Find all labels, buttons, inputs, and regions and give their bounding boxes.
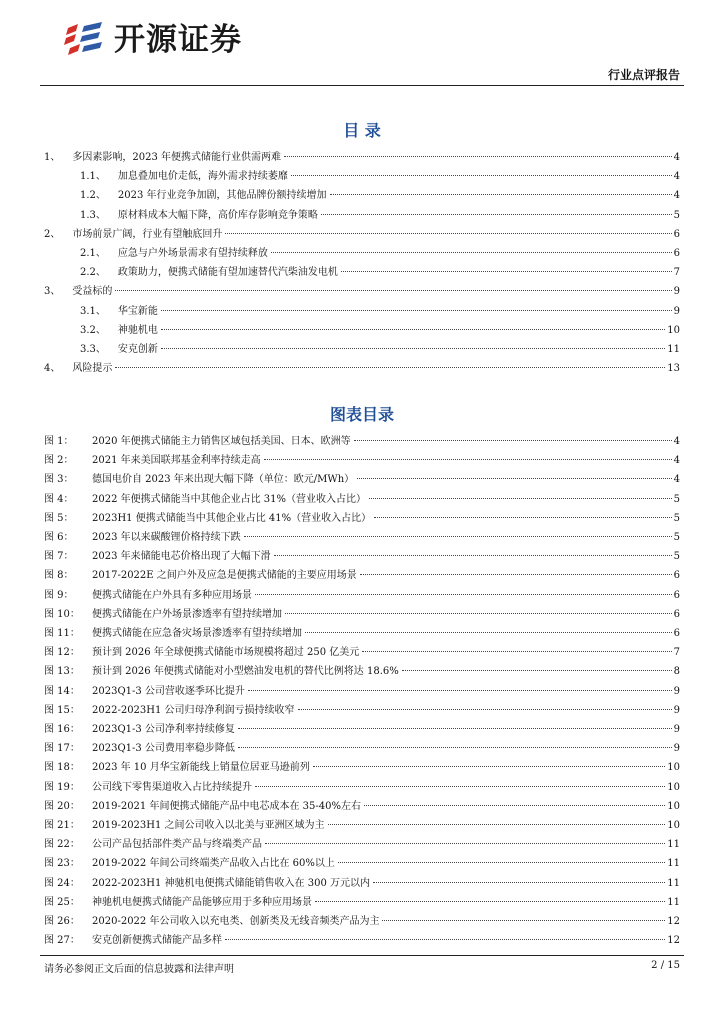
figure-entry-page: 12 xyxy=(667,916,680,927)
dot-leader xyxy=(291,175,672,176)
figure-entry[interactable] xyxy=(44,702,680,719)
figure-entry[interactable] xyxy=(44,644,680,661)
dot-leader xyxy=(244,536,672,537)
figure-entry[interactable] xyxy=(44,491,680,508)
figure-entry-page: 11 xyxy=(667,896,680,908)
figure-entry[interactable] xyxy=(44,817,680,834)
dot-leader xyxy=(225,233,671,234)
figure-entry-number: 图 25： xyxy=(44,896,80,908)
figure-entry[interactable] xyxy=(44,529,680,546)
figure-entry-number: 图 21： xyxy=(44,820,80,831)
toc-entry-number: 4、 xyxy=(44,363,61,375)
header-divider xyxy=(40,85,684,86)
toc-entry-text: 安克创新 xyxy=(117,344,158,355)
figure-entry-page: 12 xyxy=(667,935,680,947)
toc-entry[interactable] xyxy=(44,207,680,224)
page-header xyxy=(0,0,724,90)
figure-entry-page: 6 xyxy=(673,589,680,601)
dot-leader xyxy=(360,574,672,575)
dot-leader xyxy=(338,862,665,863)
toc-entry-number: 3、 xyxy=(44,286,61,298)
toc-entry[interactable] xyxy=(44,187,680,204)
toc-entry-page: 4 xyxy=(673,152,680,163)
figure-entry-page: 5 xyxy=(673,551,680,563)
figure-entry-text: 便携式储能在户外场景渗透率有望持续增加 xyxy=(92,608,282,620)
footer-divider xyxy=(40,955,684,956)
figure-entry-page: 4 xyxy=(673,436,680,447)
figure-entry-number: 图 12： xyxy=(44,647,80,659)
dot-leader xyxy=(115,367,665,368)
figure-entry[interactable] xyxy=(44,798,680,815)
figure-entry-text: 公司产品包括部件类产品与终端类产品 xyxy=(92,839,262,851)
figure-entry-number: 图 22： xyxy=(44,839,80,851)
dot-leader xyxy=(161,310,672,311)
figure-entry-text: 2019-2021 年间便携式储能产品中电芯成本在 35-40%左右 xyxy=(92,800,361,812)
dot-leader xyxy=(354,440,672,441)
figure-entry-text: 预计到 2026 年便携式储能对小型燃油发电机的替代比例将达 18.6% xyxy=(92,666,399,678)
figure-entry-page: 11 xyxy=(667,839,680,851)
dot-leader xyxy=(374,517,672,518)
figure-entry-page: 5 xyxy=(673,512,680,524)
toc-entry-number: 1.2、 xyxy=(80,190,106,202)
figure-entry-text: 神驰机电便携式储能产品能够应用于多种应用场景 xyxy=(92,896,312,908)
dot-leader xyxy=(328,824,666,825)
figure-entry-number: 图 17： xyxy=(44,743,80,755)
figure-entry[interactable] xyxy=(44,740,680,757)
toc-entry-number: 3.1、 xyxy=(80,305,106,317)
figure-entry-number: 图 13： xyxy=(44,666,80,678)
toc-entry[interactable] xyxy=(44,341,680,358)
toc-entry-number: 2.1、 xyxy=(80,248,106,259)
figure-entry-page: 6 xyxy=(673,628,680,639)
dot-leader xyxy=(285,613,672,614)
dot-leader xyxy=(373,882,665,883)
figure-entry[interactable] xyxy=(44,721,680,738)
toc-entry-number: 1.1、 xyxy=(80,171,106,183)
dot-leader xyxy=(255,594,672,595)
figure-entry-text: 2022 年便携式储能当中其他企业占比 31%（营业收入占比） xyxy=(92,493,367,505)
toc-entry-text: 华宝新能 xyxy=(117,305,158,317)
figure-entry-number: 图 26： xyxy=(44,916,80,927)
figure-entry-text: 2019-2023H1 之间公司收入以北美与亚洲区域为主 xyxy=(92,820,325,831)
figure-entry-page: 10 xyxy=(667,800,680,812)
figure-entry-number: 图 5： xyxy=(44,512,74,524)
toc-entry[interactable] xyxy=(44,303,680,320)
toc-entry-text: 风险提示 xyxy=(72,363,113,375)
toc-entry[interactable] xyxy=(44,283,680,300)
dot-leader xyxy=(238,747,672,748)
toc-entry-page: 13 xyxy=(667,363,680,375)
figure-entry-text: 安克创新便携式储能产品多样 xyxy=(92,935,222,947)
figure-entry[interactable] xyxy=(44,587,680,604)
figure-entry-number: 图 20： xyxy=(44,800,80,812)
toc-entry-page: 11 xyxy=(667,344,680,355)
figure-entry-page: 4 xyxy=(673,455,680,467)
figure-entry-text: 2023 年 10 月华宝新能线上销量位居亚马逊前列 xyxy=(92,762,310,774)
figure-entry-text: 2017-2022E 之间户外及应急是便携式储能的主要应用场景 xyxy=(92,570,357,582)
dot-leader xyxy=(248,690,672,691)
figure-entry[interactable] xyxy=(44,471,680,488)
dot-leader xyxy=(161,348,665,349)
figure-entry-number: 图 7： xyxy=(44,551,74,563)
toc-entry-page: 9 xyxy=(673,286,680,298)
figure-entry-number: 图 3： xyxy=(44,474,74,486)
toc-entry-text: 政策助力，便携式储能有望加速替代汽柴油发电机 xyxy=(117,267,338,279)
figure-entry-number: 图 16： xyxy=(44,724,80,735)
toc-entry-text: 应急与户外场景需求有望持续释放 xyxy=(117,248,268,259)
dot-leader xyxy=(255,786,665,787)
figure-entry-page: 10 xyxy=(667,781,680,793)
figure-entry[interactable] xyxy=(44,452,680,469)
toc-entry-page: 6 xyxy=(673,228,680,240)
dot-leader xyxy=(362,651,671,652)
figure-entry-page: 10 xyxy=(667,762,680,774)
figure-entry[interactable] xyxy=(44,932,680,949)
dot-leader xyxy=(115,290,671,291)
figure-entry-number: 图 8： xyxy=(44,570,74,582)
figure-entry[interactable] xyxy=(44,779,680,796)
figure-entry-text: 2022-2023H1 公司归母净利润亏损持续收窄 xyxy=(92,704,295,716)
figure-entry-page: 7 xyxy=(673,647,680,659)
figure-entry-page: 10 xyxy=(667,820,680,831)
figure-entry[interactable] xyxy=(44,894,680,911)
toc-entry[interactable] xyxy=(44,360,680,377)
figure-entry[interactable] xyxy=(44,913,680,930)
dot-leader xyxy=(357,478,671,479)
dot-leader xyxy=(225,939,665,940)
toc-entry-number: 2、 xyxy=(44,228,61,240)
toc-entry-text: 神驰机电 xyxy=(117,324,158,336)
figure-entry-page: 5 xyxy=(673,532,680,543)
figure-entry-number: 图 9： xyxy=(44,589,74,601)
figure-entry-page: 11 xyxy=(667,858,680,870)
dot-leader xyxy=(298,709,672,710)
figure-entry-text: 2021 年来美国联邦基金利率持续走高 xyxy=(92,455,261,467)
dot-leader xyxy=(305,632,672,633)
toc-entry-number: 3.2、 xyxy=(80,324,106,336)
figure-entry[interactable] xyxy=(44,683,680,700)
report-type-label: 行业点评报告 xyxy=(607,68,680,82)
dot-leader xyxy=(315,901,665,902)
figure-entry-number: 图 11： xyxy=(44,628,80,639)
toc-entry-page: 4 xyxy=(673,190,680,202)
figure-entry-number: 图 4： xyxy=(44,493,74,505)
toc-entry-page: 5 xyxy=(673,209,680,221)
figure-entry-number: 图 2： xyxy=(44,455,74,467)
brand-name: 开源证券 xyxy=(114,22,242,58)
dot-leader xyxy=(341,271,672,272)
toc-entry-text: 2023 年行业竞争加剧，其他品牌份额持续增加 xyxy=(117,190,327,202)
dot-leader xyxy=(369,498,672,499)
toc-entry[interactable] xyxy=(44,149,680,166)
figure-entry[interactable] xyxy=(44,663,680,680)
figure-entry-page: 6 xyxy=(673,570,680,582)
toc-entry-text: 加息叠加电价走低，海外需求持续萎靡 xyxy=(117,171,288,183)
figure-entry-text: 预计到 2026 年全球便携式储能市场规模将超过 250 亿美元 xyxy=(92,647,360,659)
toc-entry-number: 1.3、 xyxy=(80,209,106,221)
toc-entry[interactable] xyxy=(44,322,680,339)
figure-entry-text: 便携式储能在户外具有多种应用场景 xyxy=(92,589,252,601)
figure-entry-text: 德国电价自 2023 年来出现大幅下降（单位：欧元/MWh） xyxy=(92,474,355,486)
figure-entry[interactable] xyxy=(44,567,680,584)
figure-entry-page: 9 xyxy=(673,724,680,735)
figure-entry-page: 4 xyxy=(673,474,680,486)
toc-title: 目 录 xyxy=(343,121,381,140)
toc-entry[interactable] xyxy=(44,226,680,243)
dot-leader xyxy=(238,728,672,729)
footer-disclaimer: 请务必参阅正文后面的信息披露和法律声明 xyxy=(44,964,234,975)
figure-entry[interactable] xyxy=(44,548,680,565)
dot-leader xyxy=(271,252,672,253)
figure-entry-number: 图 24： xyxy=(44,877,80,889)
figure-entry[interactable] xyxy=(44,625,680,642)
figure-entry-page: 9 xyxy=(673,685,680,697)
toc-entry-page: 9 xyxy=(673,305,680,317)
figure-entry-page: 6 xyxy=(673,608,680,620)
figure-entry[interactable] xyxy=(44,875,680,892)
figure-entry[interactable] xyxy=(44,836,680,853)
dot-leader xyxy=(330,194,672,195)
toc-entry-page: 10 xyxy=(667,324,680,336)
toc-entry-number: 3.3、 xyxy=(80,344,106,355)
toc-entry[interactable] xyxy=(44,264,680,281)
figure-entry-number: 图 27： xyxy=(44,935,80,947)
dot-leader xyxy=(284,156,672,157)
figure-entry-text: 2023 年来储能电芯价格出现了大幅下滑 xyxy=(92,551,271,563)
page-number: 2 / 15 xyxy=(651,960,680,971)
toc-entry[interactable] xyxy=(44,245,680,262)
figure-entry-number: 图 10： xyxy=(44,608,80,620)
dot-leader xyxy=(402,670,672,671)
figure-entry-text: 2022-2023H1 神驰机电便携式储能销售收入在 300 万元以内 xyxy=(92,877,370,889)
figure-entry-text: 2023 年以来碳酸锂价格持续下跌 xyxy=(92,532,241,543)
figure-entry-page: 5 xyxy=(673,493,680,505)
figure-entry-text: 2023H1 便携式储能当中其他企业占比 41%（营业收入占比） xyxy=(92,512,372,524)
figure-entry-text: 2020-2022 年公司收入以充电类、创新类及无线音频类产品为主 xyxy=(92,916,380,927)
figure-entry[interactable] xyxy=(44,855,680,872)
figure-entry[interactable] xyxy=(44,510,680,527)
figure-entry-text: 公司线下零售渠道收入占比持续提升 xyxy=(92,781,252,793)
figure-entry-page: 9 xyxy=(673,743,680,755)
figure-entry-page: 8 xyxy=(673,666,680,678)
figure-entry-number: 图 19： xyxy=(44,781,80,793)
dot-leader xyxy=(313,766,666,767)
toc-entry-text: 市场前景广阔，行业有望触底回升 xyxy=(72,228,223,240)
dot-leader xyxy=(321,214,672,215)
figure-entry-number: 图 1： xyxy=(44,436,74,447)
figure-entry-number: 图 14： xyxy=(44,685,80,697)
toc-entry-number: 2.2、 xyxy=(80,267,106,279)
figure-entry-page: 9 xyxy=(673,704,680,716)
company-logo xyxy=(62,20,242,60)
logo-mark-icon xyxy=(62,20,108,60)
toc-entry-text: 原材料成本大幅下降，高价库存影响竞争策略 xyxy=(117,209,318,221)
toc-entry-number: 1、 xyxy=(44,152,61,163)
figure-entry-page: 11 xyxy=(667,877,680,889)
toc-entry-page: 7 xyxy=(673,267,680,279)
figure-entry-text: 2020 年便携式储能主力销售区域包括美国、日本、欧洲等 xyxy=(92,436,351,447)
dot-leader xyxy=(265,843,665,844)
figure-entry-text: 2023Q1-3 公司营收逐季环比提升 xyxy=(92,685,245,697)
figure-entry[interactable] xyxy=(44,433,680,450)
figure-entry-text: 便携式储能在应急备灾场景渗透率有望持续增加 xyxy=(92,628,302,639)
dot-leader xyxy=(161,329,665,330)
dot-leader xyxy=(274,555,672,556)
figure-entry-number: 图 23： xyxy=(44,858,80,870)
toc-entry-text: 受益标的 xyxy=(72,286,113,298)
figure-entry-text: 2023Q1-3 公司费用率稳步降低 xyxy=(92,743,235,755)
dot-leader xyxy=(264,459,672,460)
toc-entry-page: 4 xyxy=(673,171,680,183)
figure-entry[interactable] xyxy=(44,759,680,776)
dot-leader xyxy=(364,805,665,806)
figure-entry-number: 图 18： xyxy=(44,762,80,774)
figure-entry-number: 图 15： xyxy=(44,704,80,716)
toc-entry-text: 多因素影响，2023 年便携式储能行业供需两难 xyxy=(72,152,282,163)
toc-entry[interactable] xyxy=(44,168,680,185)
figure-list-title: 图表目录 xyxy=(329,405,394,424)
figure-entry[interactable] xyxy=(44,606,680,623)
toc-entry-page: 6 xyxy=(673,248,680,259)
figure-entry-number: 图 6： xyxy=(44,532,74,543)
dot-leader xyxy=(382,920,665,921)
figure-entry-text: 2019-2022 年间公司终端类产品收入占比在 60%以上 xyxy=(92,858,335,870)
figure-entry-text: 2023Q1-3 公司净利率持续修复 xyxy=(92,724,235,735)
